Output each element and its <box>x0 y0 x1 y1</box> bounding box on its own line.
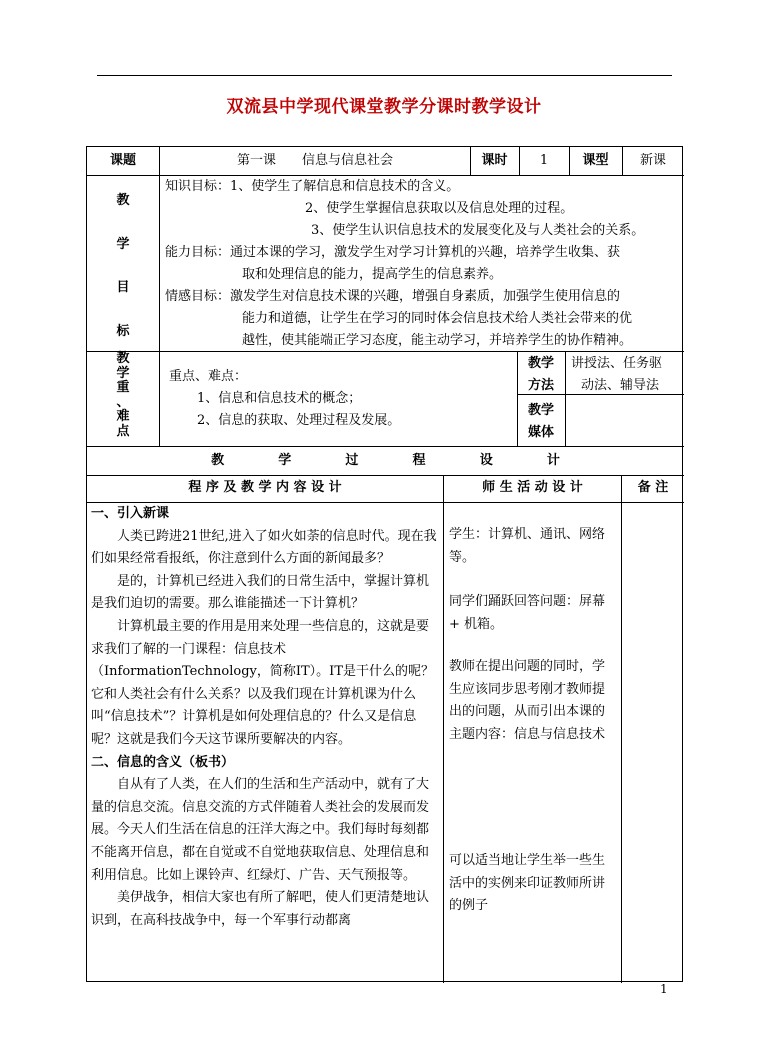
activity-item: 可以适当地让学生举一些生活中的实例来印证教师所讲的例子 <box>449 853 606 914</box>
method-value-line: 动法、辅导法 <box>581 378 660 393</box>
col-line <box>565 351 566 446</box>
keypoint-item: 1、信息和信息技术的概念； <box>197 391 362 406</box>
process-section-title <box>87 449 684 473</box>
section-heading-intro: 一、引入新课 <box>91 506 170 521</box>
keypoints-label-char: 难 <box>116 409 130 424</box>
col-line <box>621 475 622 983</box>
objective-line: 能力和道德，让学生在学习的同时体会信息技术给人类社会带来的优 <box>242 311 633 326</box>
page-number: 1 <box>660 982 668 996</box>
page-title: 双流县中学现代课堂教学分课时教学设计 <box>226 97 542 117</box>
activity-item: 同学们踊跃回答问题：屏幕 + 机箱。 <box>449 594 606 632</box>
objectives-label-3: 目 <box>116 280 130 295</box>
method-value-line: 讲授法、任务驱 <box>571 356 663 371</box>
row-line <box>87 475 684 476</box>
col-header-activities: 师 生 活 动 设 计 <box>482 480 583 495</box>
type-label: 课型 <box>582 153 609 168</box>
objective-line: 能力目标：通过本课的学习，激发学生对学习计算机的兴趣，培养学生收集、获 <box>165 245 621 260</box>
keypoints-label-char: 学 <box>116 365 130 381</box>
keypoints-label <box>87 352 159 439</box>
content-paragraph: 是的，计算机已经进入我们的日常生活中，掌握计算机是我们迫切的需要。那么谁能描述一下计算机？ <box>91 573 430 612</box>
keypoint-item: 2、信息的获取、处理过程及发展。 <box>197 413 401 428</box>
keypoints-label-char: 点 <box>116 423 130 439</box>
objective-line: 取和处理信息的能力，提高学生的信息素养。 <box>242 267 503 282</box>
process-title-char: 过 <box>345 453 359 468</box>
process-title-char: 教 <box>211 453 225 468</box>
process-title-char: 学 <box>278 453 292 468</box>
process-title-char: 程 <box>412 453 426 468</box>
process-title-char: 设 <box>479 453 493 468</box>
objective-line: 越性，使其能端正学习态度，能主动学习，并培养学生的协作精神。 <box>242 333 633 348</box>
type-value: 新课 <box>639 153 666 168</box>
col-line <box>443 475 444 983</box>
col-header-notes: 备 注 <box>637 480 669 495</box>
content-paragraph: 自从有了人类，在人们的生活和生产活动中，就有了大量的信息交流。信息交流的方式伴随着人类社会的发展而发展。今天人们生活在信息的汪洋大海之中。我们每时每刻都不能离开信息，都在自觉或不自觉地获取信息、处理信息和利用信息。比如上课铃声、红绿灯、广告、天气预报等。 <box>91 777 430 883</box>
keypoints-label-char: 教 <box>116 351 130 366</box>
lesson-plan-table <box>86 146 683 982</box>
objectives-label-1: 教 <box>116 193 130 208</box>
content-paragraph: 人类已跨进21世纪,进入了如火如荼的信息时代。现在我们如果经常看报纸，你注意到什么方面的新闻最多？ <box>91 528 437 567</box>
keypoints-heading: 重点、难点： <box>169 369 248 384</box>
process-title-char: 计 <box>546 453 560 468</box>
row-line <box>87 446 684 447</box>
content-paragraph: 计算机最主要的作用是用来处理一些信息的，这就是要求我们了解的一门课程：信息技术（InformationTechnology，简称IT）。IT是干什么的呢？它和人类社会有什么关系？以及我们现在计算机课为什么叫“信息技术”？计算机是如何处理信息的？什么又是信息呢？这就是我们今天这节课所要解决的内容。 <box>91 618 434 747</box>
content-paragraph: 美伊战争，相信大家也有所了解吧，使人们更清楚地认识到，在高科技战争中，每一个军事行动都离 <box>91 890 430 928</box>
course-value: 第一课 信息与信息社会 <box>236 153 393 168</box>
objectives-label-4: 标 <box>116 324 130 339</box>
content-column <box>91 503 440 981</box>
activity-item: 学生：计算机、通讯、网络等。 <box>449 527 606 565</box>
method-label-line: 方法 <box>527 378 554 393</box>
course-label: 课题 <box>109 153 136 168</box>
period-label: 课时 <box>481 153 508 168</box>
section-heading-meaning: 二、信息的含义（板书） <box>91 754 235 770</box>
method-label-line: 教学 <box>527 356 554 371</box>
col-line <box>159 147 160 446</box>
media-label-line: 媒体 <box>527 425 554 440</box>
media-label-line: 教学 <box>527 403 554 418</box>
keypoints-label-char: 重 <box>116 380 130 395</box>
objective-line: 知识目标：1、使学生了解信息和信息技术的含义。 <box>165 179 460 194</box>
period-value: 1 <box>539 153 549 168</box>
col-header-content: 程 序 及 教 学 内 容 设 计 <box>188 480 342 495</box>
objectives-label-2: 学 <box>116 237 130 252</box>
activity-item: 教师在提出问题的同时，学生应该同步思考刚才教师提出的问题，从而引出本课的主题内容：信息与信息技术 <box>449 659 606 742</box>
keypoints-label-char: 、 <box>116 394 130 410</box>
objective-line: 3、使学生认识信息技术的发展变化及与人类社会的关系。 <box>311 223 645 238</box>
objective-line: 2、使学生掌握信息获取以及信息处理的过程。 <box>305 201 574 216</box>
objective-line: 情感目标：激发学生对信息技术课的兴趣，增强自身素质，加强学生使用信息的 <box>165 289 621 304</box>
header-rule <box>97 75 672 76</box>
